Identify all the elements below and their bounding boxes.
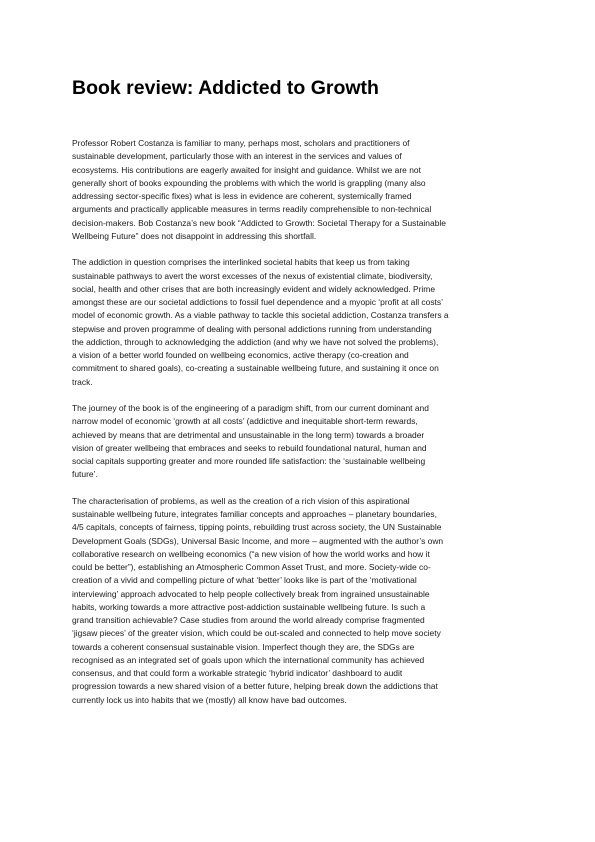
text-line: commitment to shared goals), co-creating a sustainable wellbeing future, and sustaining it once on	[72, 363, 439, 374]
text-line: arguments and practically applicable measures in terms readily comprehensible to non-technical	[72, 204, 432, 215]
text-line: amongst these are our societal addictions to fossil fuel dependence and a myopic ‘profit at all costs’	[72, 297, 443, 307]
text-line: Development Goals (SDGs), Universal Basic Income, and more – augmented with the author’s own	[72, 535, 444, 546]
text-line: The characterisation of problems, as well as the creation of a rich vision of this aspirational	[72, 495, 410, 506]
text-line: achieved by means that are detrimental and unsustainable in the long term) towards a broader	[72, 429, 425, 440]
text-line: creation of a vivid and compelling picture of what ‘better’ looks like is part of the ‘motivational	[72, 575, 417, 586]
text-line: future’.	[72, 469, 98, 480]
paragraph-2	[72, 256, 524, 389]
paragraph-1	[72, 137, 524, 243]
text-line: addressing sector-specific fixes) what is less in evidence are coherent, systemically framed	[72, 191, 412, 201]
text-line: a vision of a better world founded on wellbeing economics, active therapy (co-creation and	[72, 350, 409, 360]
text-line: ecosystems. His contributions are eagerly awaited for insight and guidance. Whilst we are not	[72, 164, 421, 175]
text-line: stepwise and proven programme of dealing with personal addictions running from understanding	[72, 323, 432, 334]
text-line: habits, working towards a more attractive post-addiction sustainable wellbeing future. Is such a	[72, 601, 426, 612]
text-line: generally short of books expounding the problems with which the world is grappling (many also	[72, 177, 426, 188]
text-line: could be better”), establishing an Atmospheric Common Asset Trust, and more. Society-wide co-	[72, 562, 431, 572]
text-line: collaborative research on wellbeing economics (“a new vision of how the world works and how it	[72, 548, 430, 559]
text-line: progression towards a new shared vision of a better future, helping break down the addictions that	[72, 681, 438, 692]
text-line: currently lock us into habits that we (mostly) all know have bad outcomes.	[72, 694, 347, 705]
text-line: the addiction, through to acknowledging the addiction (and why we have not solved the problems),	[72, 336, 439, 347]
text-line: sustainable pathways to avert the worst excesses of the nexus of existential climate, biodiversity,	[72, 270, 433, 281]
text-line: ‘jigsaw pieces’ of the greater vision, which could be out-scaled and connected to help move society	[72, 628, 441, 639]
paragraph-3	[72, 402, 524, 482]
paragraph-4	[72, 495, 524, 707]
text-line: social capitals supporting greater and more rounded life satisfaction: the ‘sustainable wellbeing	[72, 456, 426, 466]
text-line: vision of greater wellbeing that embraces and seeks to rebuild foundational natural, human and	[72, 442, 427, 453]
text-line: track.	[72, 376, 93, 387]
text-line: decision-makers. Bob Costanza’s new book “Addicted to Growth: Societal Therapy for a Sustainable	[72, 217, 446, 228]
text-line: The addiction in question comprises the interlinked societal habits that keep us from taking	[72, 257, 410, 268]
text-line: recognised as an integrated set of goals upon which the international community has achieved	[72, 654, 425, 665]
text-line: interviewing’ approach advocated to help people collectively break from ingrained unsustainable	[72, 588, 430, 599]
text-line: towards a coherent consensual sustainable vision. Imperfect though they are, the SDGs are	[72, 641, 415, 652]
text-line: consensus, and that could form a workable strategic ‘hybrid indicator’ dashboard to audit	[72, 668, 403, 678]
text-line: sustainable wellbeing future, integrates familiar concepts and approaches – planetary boundaries,	[72, 509, 437, 519]
text-line: social, health and other crises that are both increasingly evident and widely acknowledged. Prime	[72, 283, 436, 294]
text-line: Professor Robert Costanza is familiar to many, perhaps most, scholars and practitioners of	[72, 138, 410, 148]
text-line: The journey of the book is of the engineering of a paradigm shift, from our current dominant and	[72, 403, 429, 413]
text-line: model of economic growth. As a viable pathway to tackle this societal addiction, Costanza transfers a	[72, 310, 449, 321]
text-line: narrow model of economic ‘growth at all costs’ (addictive and inequitable short-term rewards,	[72, 416, 418, 427]
text-line: sustainable development, particularly those with an interest in the services and values of	[72, 151, 402, 162]
document-title: Book review: Addicted to Growth	[72, 77, 379, 99]
document-body	[72, 137, 524, 707]
text-line: grand transition achievable? Case studies from around the world already comprise fragmented	[72, 615, 425, 625]
text-line: Wellbeing Future” does not disappoint in addressing this shortfall.	[72, 230, 317, 241]
text-line: 4/5 capitals, concepts of fairness, tipping points, rebuilding trust across society, the UN Sustainable	[72, 522, 442, 533]
